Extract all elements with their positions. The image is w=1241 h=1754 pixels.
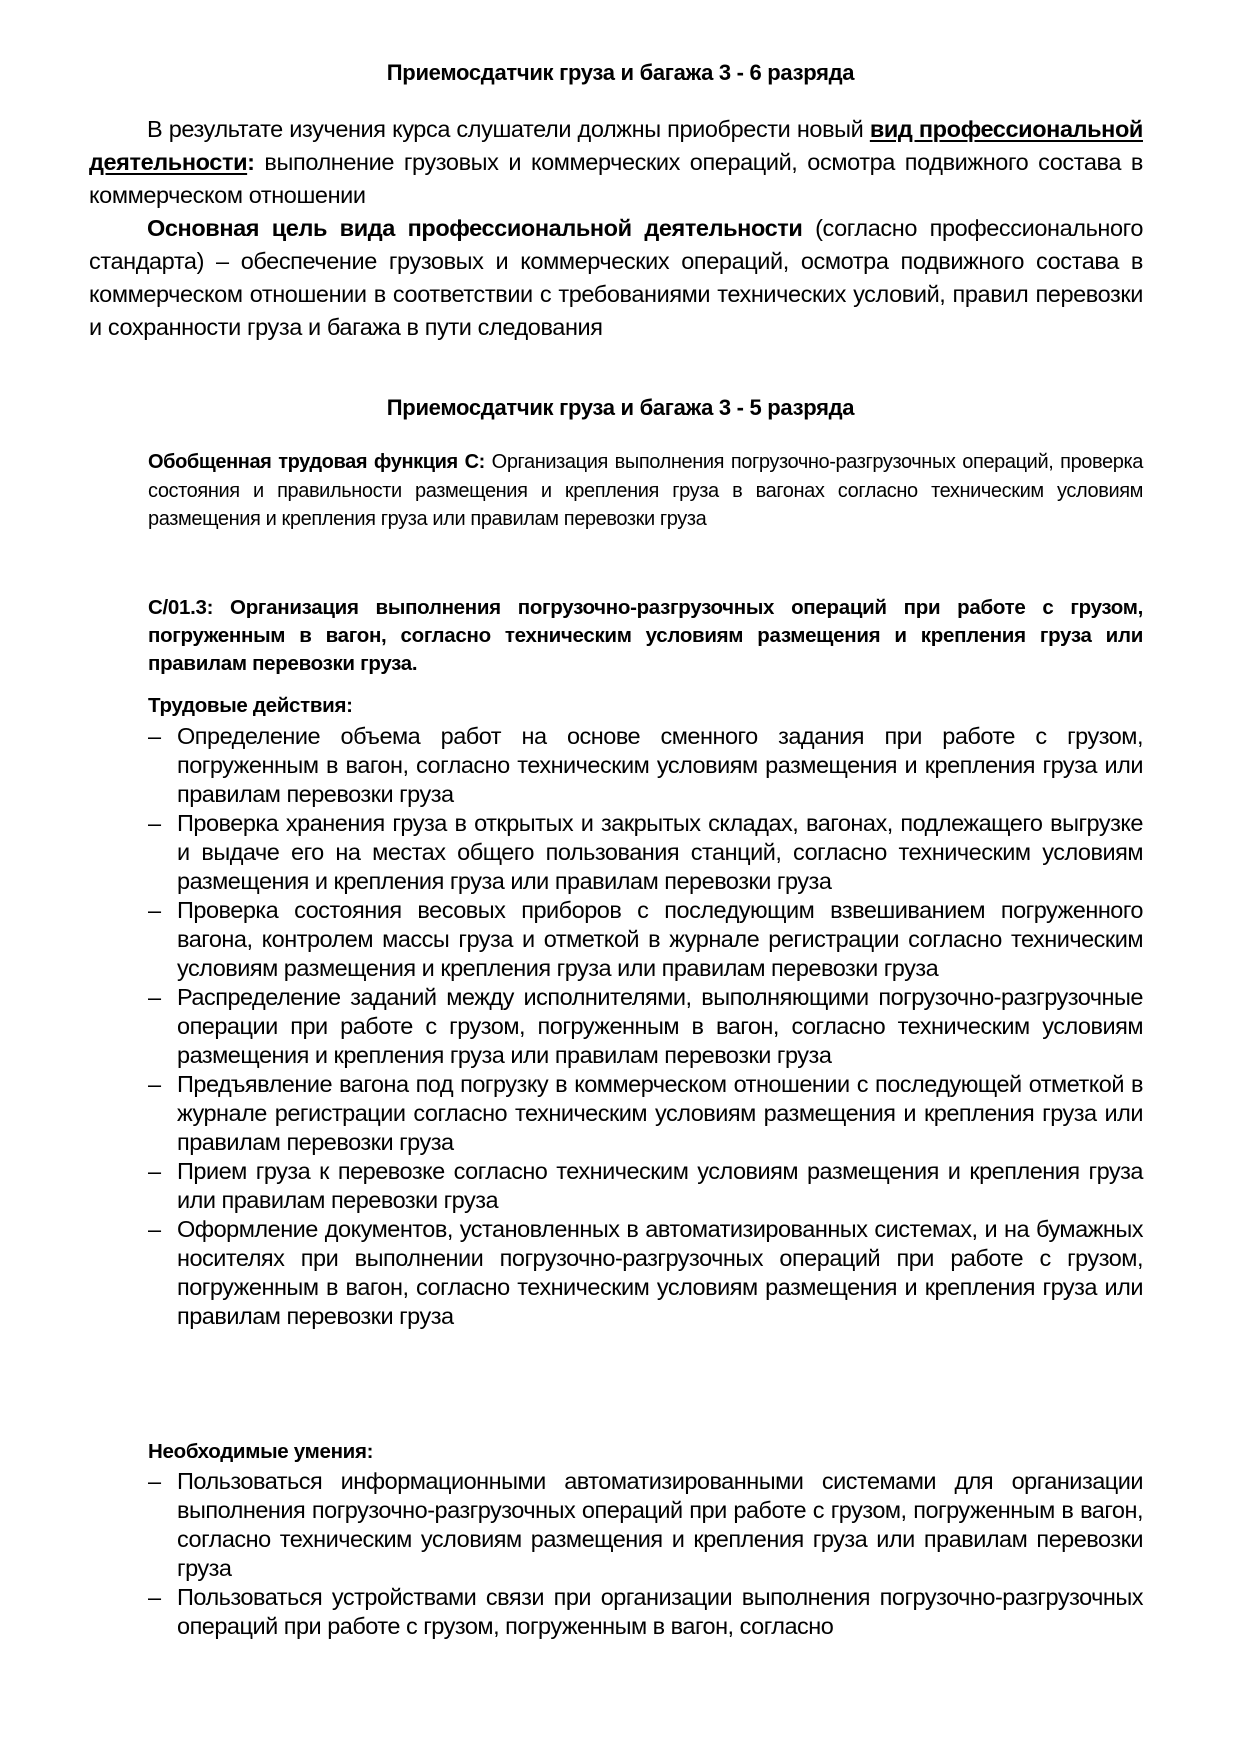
list-item-text: Проверка состояния весовых приборов с последующим взвешиванием погруженного вагона, контролем массы груза и отметкой в журнале регистрации согласно техническим условиям размещения и крепления груза или правилам перевозки груза <box>177 897 1143 981</box>
activity-colon: : <box>247 149 255 175</box>
list-item <box>148 1467 1143 1583</box>
list-item <box>148 983 1143 1070</box>
list-item <box>148 1215 1143 1331</box>
function-label: Обобщенная трудовая функция С: <box>148 451 485 473</box>
list-item <box>148 1583 1143 1641</box>
dash-bullet: – <box>148 723 161 749</box>
actions-heading: Трудовые действия: <box>148 694 353 717</box>
dash-bullet: – <box>148 897 161 923</box>
list-item <box>148 809 1143 896</box>
list-item-text: Оформление документов, установленных в автоматизированных системах, и на бумажных носителях при выполнении погрузочно-разгрузочных операций при работе с грузом, погруженным в вагон, согласно техническим условиям размещения и крепления груза или правилам перевозки груза <box>177 1216 1143 1329</box>
dash-bullet: – <box>148 984 161 1010</box>
goal-text: (согласно профессионального стандарта) – обеспечение грузовых и коммерческих операций, осмотра подвижного состава в коммерческом отношении в соответствии с требованиями технических условий, правил перевозки и сохранности груза и багажа в пути следования <box>89 215 1143 340</box>
function-text: Организация выполнения погрузочно-разгрузочных операций, проверка состояния и правильности размещения и крепления груза в вагонах согласно техническим условиям размещения и крепления груза или правилам перевозки груза <box>148 451 1143 530</box>
list-item-text: Определение объема работ на основе сменного задания при работе с грузом, погруженным в вагон, согласно техническим условиям размещения и крепления груза или правилам перевозки груза <box>177 723 1143 807</box>
list-item <box>148 722 1143 809</box>
list-item <box>148 1070 1143 1157</box>
dash-bullet: – <box>148 1071 161 1097</box>
function-paragraph <box>148 448 1143 534</box>
dash-bullet: – <box>148 1216 161 1242</box>
list-item-text: Распределение заданий между исполнителями, выполняющими погрузочно-разгрузочные операции при работе с грузом, погруженным в вагон, согласно техническим условиям размещения и крепления груза или правилам перевозки груза <box>177 984 1143 1068</box>
dash-bullet: – <box>148 1584 161 1610</box>
section1-body <box>89 113 1143 344</box>
list-item <box>148 1157 1143 1215</box>
activity-text: выполнение грузовых и коммерческих операций, осмотра подвижного состава в коммерческом отношении <box>89 149 1143 208</box>
actions-list <box>148 722 1143 1331</box>
goal-label: Основная цель вида профессиональной деятельности <box>147 215 803 241</box>
list-item-text: Проверка хранения груза в открытых и закрытых складах, вагонах, подлежащего выгрузке и выдаче его на местах общего пользования станций, согласно техническим условиям размещения и крепления груза или правилам перевозки груза <box>177 810 1143 894</box>
list-item-text: Прием груза к перевозке согласно техническим условиям размещения и крепления груза или правилам перевозки груза <box>177 1158 1143 1213</box>
list-item-text: Пользоваться устройствами связи при организации выполнения погрузочно-разгрузочных операций при работе с грузом, погруженным в вагон, согласно <box>177 1584 1143 1639</box>
activity-label: вид профессиональной деятельности <box>89 116 1143 175</box>
dash-bullet: – <box>148 810 161 836</box>
dash-bullet: – <box>148 1158 161 1184</box>
goal-paragraph <box>89 212 1143 344</box>
list-item-text: Пользоваться информационными автоматизированными системами для организации выполнения погрузочно-разгрузочных операций при работе с грузом, погруженным в вагон, согласно техническим условиям размещения и крепления груза или правилам перевозки груза <box>177 1468 1143 1581</box>
list-item <box>148 896 1143 983</box>
intro-text: В результате изучения курса слушатели должны приобрести новый <box>147 116 870 142</box>
skills-heading: Необходимые умения: <box>148 1440 374 1463</box>
dash-bullet: – <box>148 1468 161 1494</box>
function-code-paragraph: С/01.3: Организация выполнения погрузочно-разгрузочных операций при работе с грузом, погруженным в вагон, согласно техническим условиям размещения и крепления груза или правилам перевозки груза. <box>148 596 1143 675</box>
intro-paragraph <box>89 113 1143 212</box>
list-item-text: Предъявление вагона под погрузку в коммерческом отношении с последующей отметкой в журнале регистрации согласно техническим условиям размещения и крепления груза или правилам перевозки груза <box>177 1071 1143 1155</box>
section1-title: Приемосдатчик груза и багажа 3 - 6 разряда <box>386 60 855 85</box>
section2-title: Приемосдатчик груза и багажа 3 - 5 разряда <box>386 395 855 420</box>
skills-list <box>148 1467 1143 1641</box>
